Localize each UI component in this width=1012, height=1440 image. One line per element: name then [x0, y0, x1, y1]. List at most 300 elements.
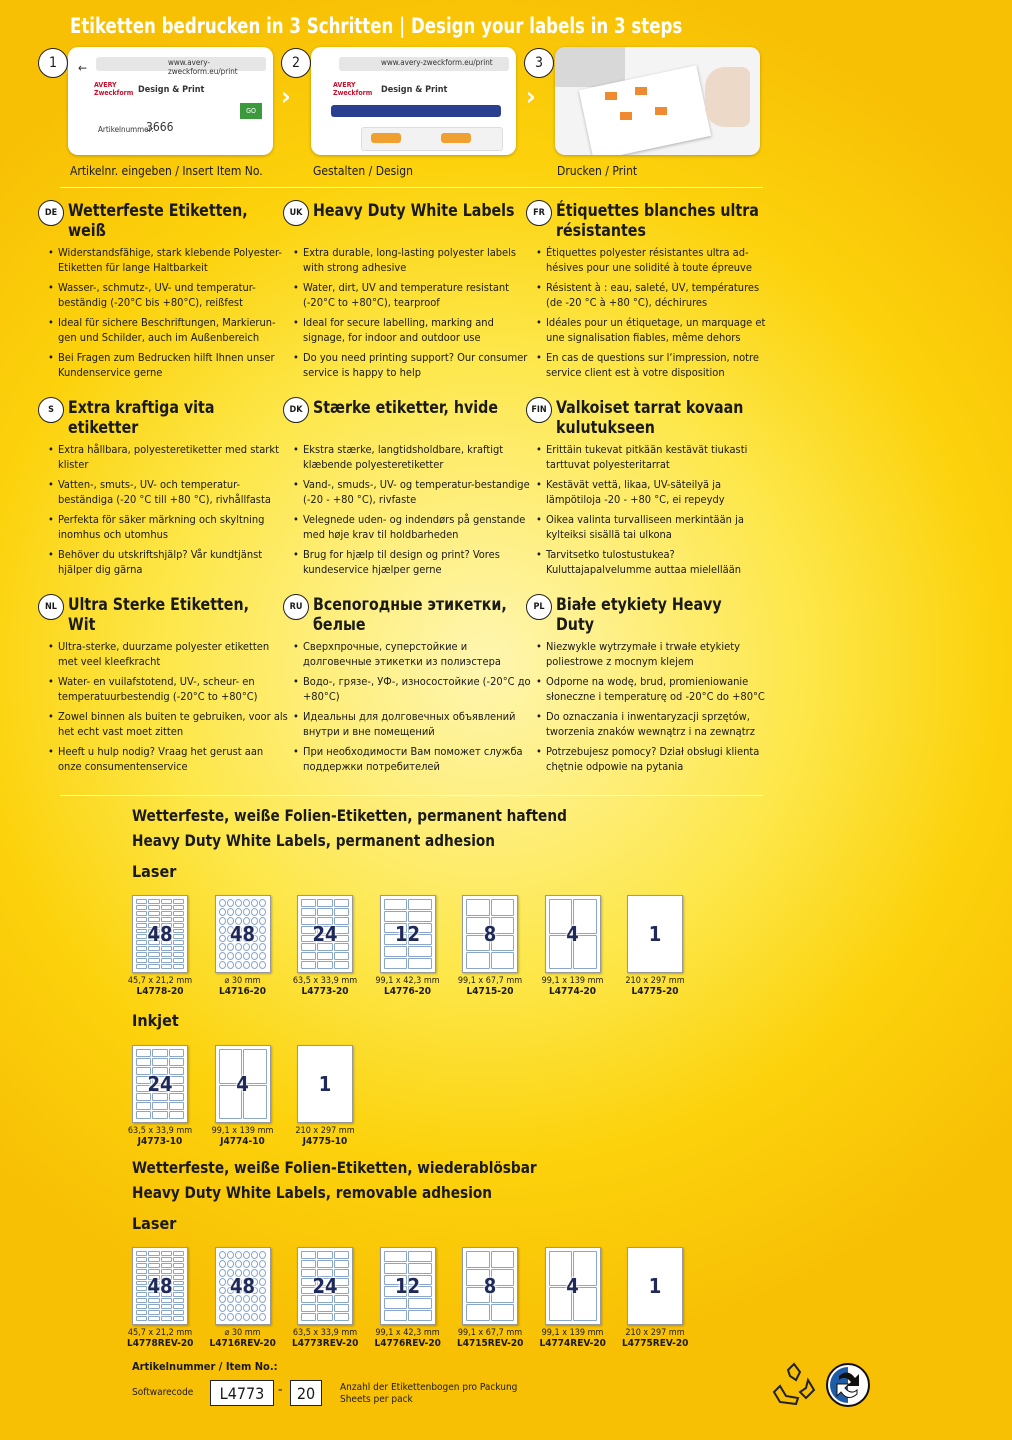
- label-sheet-preview: [627, 895, 683, 973]
- label-cell: [251, 1313, 258, 1321]
- language-title: Ultra Sterke Etiketten, Wit: [68, 595, 249, 635]
- feature-item: • Niezwykle wytrzymałe i trwałe etykiety poliestrowe z mocnym klejem: [536, 639, 776, 669]
- label-cell: [334, 908, 349, 916]
- divider-bottom: [60, 795, 763, 796]
- label-cell: [243, 908, 250, 916]
- language-code-badge: DE: [38, 200, 64, 226]
- language-title: Valkoiset tarrat kovaan kulutukseen: [556, 398, 744, 438]
- shot-tab-2: Design & Print: [381, 85, 448, 95]
- shot-field-label: Artikelnummer:: [98, 125, 154, 134]
- feature-list: [536, 245, 776, 385]
- product-code: L4716REV-20: [209, 1338, 276, 1349]
- label-dimensions: 99,1 x 42,3 mm: [375, 976, 440, 986]
- labels-per-sheet: 12: [394, 1274, 421, 1298]
- go-button: GO: [240, 103, 262, 119]
- label-cell: [334, 1260, 349, 1268]
- feature-item: • Kestävät vettä, likaa, UV-säteilyä ja lämpötiloja -20 - +80 °C, ei repeydy: [536, 477, 776, 507]
- product-l4778rev-20: [127, 1247, 193, 1349]
- label-cell: [466, 952, 490, 969]
- product-l4716rev-20: [210, 1247, 276, 1349]
- label-cell: [227, 1313, 234, 1321]
- product-code: L4715-20: [466, 986, 514, 997]
- label-cell: [259, 952, 266, 960]
- page-title: Etiketten bedrucken in 3 Schritten | Design your labels in 3 steps: [70, 14, 683, 38]
- feature-item: • Do you need printing support? Our consumer service is happy to help: [293, 350, 533, 380]
- label-cell: [148, 905, 159, 910]
- label-cell: [408, 1298, 432, 1309]
- label-cell: [235, 899, 242, 907]
- step-3-caption: Drucken / Print: [557, 164, 638, 178]
- language-code-badge: DK: [283, 397, 309, 423]
- label-cell: [219, 961, 226, 969]
- label-cell: [148, 917, 159, 922]
- label-cell: [227, 1251, 234, 1259]
- labels-per-sheet: 48: [229, 922, 256, 946]
- shot-field-value: 3666: [146, 120, 174, 134]
- label-cell: [148, 1298, 159, 1303]
- label-cell: [136, 952, 147, 957]
- feature-item: • Perfekta för säker märkning och skyltning inomhus och utomhus: [48, 512, 288, 542]
- product-code: L4778REV-20: [127, 1338, 194, 1349]
- label-cell: [136, 1251, 147, 1256]
- label-cell: [148, 1263, 159, 1268]
- label-cell: [384, 911, 408, 922]
- label-cell: [301, 1313, 316, 1321]
- label-cell: [161, 911, 172, 916]
- label-cell: [136, 1269, 147, 1274]
- label-cell: [136, 899, 147, 904]
- labels-per-sheet: 48: [147, 1274, 173, 1298]
- product-j4775-10: [292, 1045, 358, 1147]
- product-j4774-10: [210, 1045, 276, 1147]
- product-l4773-20: [292, 895, 358, 997]
- label-cell: [301, 952, 316, 960]
- labels-per-sheet: 12: [394, 922, 421, 946]
- label-cell: [161, 1251, 172, 1256]
- label-cell: [161, 964, 172, 969]
- label-cell: [173, 1310, 184, 1315]
- language-code-badge: FIN: [526, 397, 552, 423]
- feature-item: • Water- en vuilafstotend, UV-, scheur- en temperatuurbestendig (-20°C to +80°C): [48, 674, 288, 704]
- label-cell: [136, 1310, 147, 1315]
- label-cell: [243, 1260, 250, 1268]
- label-cell: [169, 1111, 184, 1119]
- product-l4776rev-20: [375, 1247, 441, 1349]
- label-cell: [259, 1260, 266, 1268]
- label-cell: [161, 1304, 172, 1309]
- label-cell: [136, 1102, 151, 1110]
- permanent-title-de: Wetterfeste, weiße Folien-Etiketten, permanent haftend: [132, 806, 567, 825]
- label-cell: [384, 1310, 408, 1321]
- feature-item: • Идеальны для долговечных объявлений внутри и вне помещений: [293, 709, 533, 739]
- language-title: Extra kraftiga vita etiketter: [68, 398, 215, 438]
- feature-item: • Erittäin tukevat pitkään kestävät tiukasti tarttuvat polyesteritarrat: [536, 442, 776, 472]
- product-l4775-20: [622, 895, 688, 997]
- label-dimensions: ⌀ 30 mm: [224, 1328, 261, 1338]
- labels-per-sheet: 1: [318, 1072, 332, 1096]
- label-cell: [259, 899, 266, 907]
- labels-per-sheet: 4: [566, 922, 579, 946]
- label-cell: [173, 964, 184, 969]
- language-title: Wetterfeste Etiketten, weiß: [68, 201, 248, 241]
- labels-per-sheet: 4: [566, 1274, 579, 1298]
- label-cell: [235, 961, 242, 969]
- step-3-photo: [555, 47, 760, 155]
- label-cell: [491, 1251, 515, 1268]
- feature-item: • Ekstra stærke, langtidsholdbare, kraftigt klæbende polyesteretiketter: [293, 442, 533, 472]
- label-cell: [334, 1304, 349, 1312]
- label-cell: [152, 1102, 167, 1110]
- label-cell: [148, 1304, 159, 1309]
- labels-per-sheet: 8: [483, 922, 497, 946]
- label-cell: [136, 946, 147, 951]
- step-2-number: 2: [281, 48, 311, 78]
- feature-item: • En cas de questions sur l‘impression, notre service client est à votre disposition: [536, 350, 776, 380]
- label-cell: [227, 952, 234, 960]
- label-cell: [243, 961, 250, 969]
- label-sheet-preview: [462, 1247, 518, 1325]
- label-cell: [173, 1263, 184, 1268]
- product-code: L4774REV-20: [539, 1338, 606, 1349]
- label-cell: [136, 958, 147, 963]
- label-cell: [251, 1251, 258, 1259]
- permanent-laser-heading: Laser: [132, 862, 177, 881]
- label-cell: [301, 961, 316, 969]
- product-l4773rev-20: [292, 1247, 358, 1349]
- article-qty-box: 20: [290, 1380, 322, 1406]
- feature-list: [536, 639, 776, 779]
- language-code-badge: PL: [526, 594, 552, 620]
- label-cell: [219, 1251, 226, 1259]
- step-2-screenshot: [311, 47, 516, 155]
- feature-item: • Widerstandsfähige, stark klebende Polyester-Etiketten für lange Haltbarkeit: [48, 245, 288, 275]
- label-dimensions: 99,1 x 139 mm: [541, 1328, 604, 1338]
- feature-item: • Water, dirt, UV and temperature resistant (-20°C to +80°C), tearproof: [293, 280, 533, 310]
- language-code-badge: UK: [283, 200, 309, 226]
- step-3-number: 3: [524, 48, 554, 78]
- label-cell: [317, 1313, 332, 1321]
- product-l4778-20: [127, 895, 193, 997]
- label-cell: [408, 946, 432, 957]
- label-cell: [161, 1269, 172, 1274]
- label-cell: [227, 1304, 234, 1312]
- product-code: L4776REV-20: [374, 1338, 441, 1349]
- label-cell: [235, 1260, 242, 1268]
- labels-per-sheet: 48: [229, 1274, 256, 1298]
- language-code-badge: S: [38, 397, 64, 423]
- label-cell: [491, 899, 515, 916]
- label-cell: [173, 917, 184, 922]
- step-1-screenshot: [68, 47, 273, 155]
- label-cell: [317, 1260, 332, 1268]
- label-cell: [161, 1257, 172, 1262]
- feature-list: [48, 639, 288, 779]
- qty-desc-en: Sheets per pack: [340, 1394, 413, 1405]
- label-cell: [251, 952, 258, 960]
- label-cell: [235, 1304, 242, 1312]
- shot-tab: Design & Print: [138, 85, 205, 95]
- label-cell: [227, 908, 234, 916]
- label-cell: [148, 1257, 159, 1262]
- label-cell: [219, 908, 226, 916]
- product-l4774-20: [540, 895, 606, 997]
- label-cell: [161, 958, 172, 963]
- green-dot-icon: [825, 1362, 871, 1408]
- label-cell: [169, 1049, 184, 1057]
- label-dimensions: 99,1 x 139 mm: [541, 976, 604, 986]
- label-cell: [148, 958, 159, 963]
- labels-per-sheet: 48: [147, 922, 173, 946]
- label-cell: [384, 1263, 408, 1274]
- label-dimensions: 99,1 x 139 mm: [211, 1126, 274, 1136]
- label-cell: [317, 952, 332, 960]
- label-cell: [384, 1251, 408, 1262]
- avery-logo-2: AVERY Zweckform: [333, 81, 373, 97]
- shot-url-2: www.avery-zweckform.eu/print: [381, 58, 493, 67]
- avery-logo: AVERY Zweckform: [94, 81, 134, 97]
- label-cell: [136, 1304, 147, 1309]
- label-cell: [301, 1260, 316, 1268]
- product-code: L4715REV-20: [457, 1338, 524, 1349]
- label-sheet-preview: [297, 1247, 353, 1325]
- step-2-caption: Gestalten / Design: [313, 164, 413, 178]
- language-title: Stærke etiketter, hvide: [313, 398, 499, 418]
- label-sheet-preview: [215, 1247, 271, 1325]
- label-dimensions: 210 x 297 mm: [625, 1328, 685, 1338]
- label-cell: [301, 1251, 316, 1259]
- language-code-badge: FR: [526, 200, 552, 226]
- language-code-badge: NL: [38, 594, 64, 620]
- label-sheet-preview: [132, 1045, 188, 1123]
- label-dimensions: 45,7 x 21,2 mm: [127, 1328, 193, 1338]
- feature-item: • Сверхпрочные, суперстойкие и долговечные этикетки из полиэстера: [293, 639, 533, 669]
- label-cell: [152, 1049, 167, 1057]
- labels-per-sheet: 8: [483, 1274, 497, 1298]
- label-cell: [219, 952, 226, 960]
- feature-item: • Tarvitsetko tulostustukea? Kuluttajapalvelumme auttaa mielellään: [536, 547, 776, 577]
- feature-item: • Oikea valinta turvalliseen merkintään ja kylteiksi sisällä tai ulkona: [536, 512, 776, 542]
- feature-list: [293, 639, 533, 779]
- product-l4776-20: [375, 895, 441, 997]
- label-cell: [136, 911, 147, 916]
- label-sheet-preview: [215, 895, 271, 973]
- product-l4774rev-20: [540, 1247, 606, 1349]
- label-cell: [251, 1304, 258, 1312]
- label-sheet-preview: [132, 1247, 188, 1325]
- step-arrow-1-icon: ›: [281, 82, 291, 112]
- article-heading: Artikelnummer / Item No.:: [132, 1360, 278, 1373]
- label-sheet-preview: [545, 895, 601, 973]
- label-cell: [491, 952, 515, 969]
- product-code: J4775-10: [302, 1136, 348, 1147]
- label-cell: [251, 899, 258, 907]
- label-cell: [384, 1298, 408, 1309]
- label-cell: [148, 964, 159, 969]
- label-cell: [136, 1049, 151, 1057]
- label-cell: [161, 1298, 172, 1303]
- removable-title-de: Wetterfeste, weiße Folien-Etiketten, wiederablösbar: [132, 1158, 537, 1177]
- label-cell: [148, 1269, 159, 1274]
- label-cell: [173, 1298, 184, 1303]
- label-cell: [466, 1251, 490, 1268]
- label-cell: [408, 1251, 432, 1262]
- language-title: Всепогодные этикетки, белые: [313, 595, 507, 635]
- label-cell: [169, 1102, 184, 1110]
- label-dimensions: 99,1 x 67,7 mm: [457, 1328, 523, 1338]
- label-cell: [235, 952, 242, 960]
- feature-item: • Bei Fragen zum Bedrucken hilft Ihnen unser Kundenservice gerne: [48, 350, 288, 380]
- label-cell: [148, 946, 159, 951]
- label-cell: [334, 952, 349, 960]
- label-sheet-preview: [380, 895, 436, 973]
- product-j4773-10: [127, 1045, 193, 1147]
- label-cell: [136, 1058, 151, 1066]
- product-code: J4774-10: [220, 1136, 265, 1147]
- feature-item: • Do oznaczania i inwentaryzacji sprzętów, tworzenia znaków wewnątrz i na zewnątrz: [536, 709, 776, 739]
- label-cell: [136, 1263, 147, 1268]
- label-cell: [219, 1313, 226, 1321]
- label-cell: [251, 1260, 258, 1268]
- label-cell: [161, 952, 172, 957]
- label-cell: [301, 908, 316, 916]
- label-cell: [243, 1304, 250, 1312]
- feature-item: • Ideal für sichere Beschriftungen, Markierun-gen und Schilder, auch im Außenbereich: [48, 315, 288, 345]
- product-code: J4773-10: [137, 1136, 183, 1147]
- language-title: Étiquettes blanches ultra résistantes: [556, 201, 759, 241]
- language-title: Białe etykiety Heavy Duty: [556, 595, 722, 635]
- label-cell: [235, 908, 242, 916]
- label-cell: [161, 946, 172, 951]
- label-cell: [173, 1257, 184, 1262]
- label-cell: [301, 1304, 316, 1312]
- label-sheet-preview: [380, 1247, 436, 1325]
- product-code: L4775REV-20: [622, 1338, 689, 1349]
- label-cell: [235, 1313, 242, 1321]
- labels-per-sheet: 1: [648, 1274, 662, 1298]
- label-cell: [243, 952, 250, 960]
- label-cell: [317, 908, 332, 916]
- label-cell: [301, 899, 316, 907]
- inkjet-heading: Inkjet: [132, 1011, 179, 1030]
- label-cell: [466, 899, 490, 916]
- label-cell: [317, 899, 332, 907]
- label-dimensions: 210 x 297 mm: [295, 1126, 355, 1136]
- labels-per-sheet: 24: [312, 922, 338, 946]
- label-cell: [152, 1058, 167, 1066]
- feature-item: • Odporne na wodę, brud, promieniowanie słoneczne i temperaturę od -20°C do +80°C: [536, 674, 776, 704]
- feature-item: • Водо-, грязе-, УФ-, износостойкие (-20°C до +80°C): [293, 674, 533, 704]
- feature-item: • Wasser-, schmutz-, UV- und temperatur-beständig (-20°C bis +80°C), reißfest: [48, 280, 288, 310]
- label-cell: [161, 1316, 172, 1321]
- label-cell: [148, 1310, 159, 1315]
- label-cell: [384, 899, 408, 910]
- feature-item: • Vatten-, smuts-, UV- och temperatur-beständiga (-20 °C till +80 °C), rivhållfasta: [48, 477, 288, 507]
- label-cell: [148, 911, 159, 916]
- label-sheet-preview: [297, 895, 353, 973]
- labels-per-sheet: 24: [312, 1274, 338, 1298]
- labels-per-sheet: 4: [236, 1072, 249, 1096]
- removable-title-en: Heavy Duty White Labels, removable adhesion: [132, 1183, 493, 1202]
- label-cell: [148, 1251, 159, 1256]
- label-sheet-preview: [132, 895, 188, 973]
- language-code-badge: RU: [283, 594, 309, 620]
- label-cell: [334, 1251, 349, 1259]
- label-cell: [136, 1257, 147, 1262]
- label-cell: [384, 946, 408, 957]
- label-sheet-preview: [462, 895, 518, 973]
- back-arrow-icon: ←: [78, 61, 88, 75]
- feature-item: • Extra durable, long-lasting polyester labels with strong adhesive: [293, 245, 533, 275]
- label-cell: [334, 961, 349, 969]
- label-cell: [169, 1058, 184, 1066]
- removable-laser-heading: Laser: [132, 1214, 177, 1233]
- label-cell: [317, 1251, 332, 1259]
- label-cell: [259, 1304, 266, 1312]
- article-dash: -: [278, 1382, 283, 1398]
- label-dimensions: ⌀ 30 mm: [224, 976, 261, 986]
- label-cell: [243, 1251, 250, 1259]
- product-code: L4775-20: [631, 986, 679, 997]
- label-sheet-preview: [627, 1247, 683, 1325]
- label-cell: [161, 905, 172, 910]
- feature-item: • Vand-, smuds-, UV- og temperatur-bestandige (-20 - +80 °C), rivfaste: [293, 477, 533, 507]
- labels-per-sheet: 1: [648, 922, 662, 946]
- label-cell: [317, 1304, 332, 1312]
- label-cell: [219, 1260, 226, 1268]
- label-cell: [148, 1316, 159, 1321]
- label-cell: [466, 1304, 490, 1321]
- label-cell: [219, 1304, 226, 1312]
- product-l4716-20: [210, 895, 276, 997]
- product-l4715rev-20: [457, 1247, 523, 1349]
- label-sheet-preview: [545, 1247, 601, 1325]
- feature-list: [536, 442, 776, 582]
- label-cell: [408, 1310, 432, 1321]
- label-cell: [259, 1313, 266, 1321]
- label-cell: [334, 1313, 349, 1321]
- label-cell: [136, 917, 147, 922]
- label-cell: [251, 961, 258, 969]
- feature-item: • Extra hållbara, polyesteretiketter med starkt klister: [48, 442, 288, 472]
- label-cell: [173, 1269, 184, 1274]
- label-cell: [243, 899, 250, 907]
- label-cell: [259, 908, 266, 916]
- label-cell: [148, 952, 159, 957]
- permanent-title-en: Heavy Duty White Labels, permanent adhesion: [132, 831, 496, 850]
- step-arrow-2-icon: ›: [526, 82, 536, 112]
- label-cell: [259, 961, 266, 969]
- label-dimensions: 45,7 x 21,2 mm: [127, 976, 193, 986]
- label-cell: [161, 917, 172, 922]
- qty-desc-de: Anzahl der Etikettenbogen pro Packung: [340, 1382, 518, 1393]
- feature-item: • При необходимости Вам поможет служба поддержки потребителей: [293, 744, 533, 774]
- label-dimensions: 99,1 x 42,3 mm: [375, 1328, 440, 1338]
- label-cell: [317, 961, 332, 969]
- product-code: L4773REV-20: [292, 1338, 359, 1349]
- softwarecode-label: Softwarecode: [132, 1387, 194, 1398]
- label-cell: [173, 1251, 184, 1256]
- product-code: L4773-20: [301, 986, 349, 997]
- label-cell: [491, 1304, 515, 1321]
- label-cell: [173, 952, 184, 957]
- label-cell: [408, 899, 432, 910]
- label-cell: [161, 899, 172, 904]
- label-cell: [173, 946, 184, 951]
- feature-list: [293, 442, 533, 582]
- label-dimensions: 210 x 297 mm: [625, 976, 685, 986]
- feature-list: [48, 442, 288, 582]
- label-cell: [219, 899, 226, 907]
